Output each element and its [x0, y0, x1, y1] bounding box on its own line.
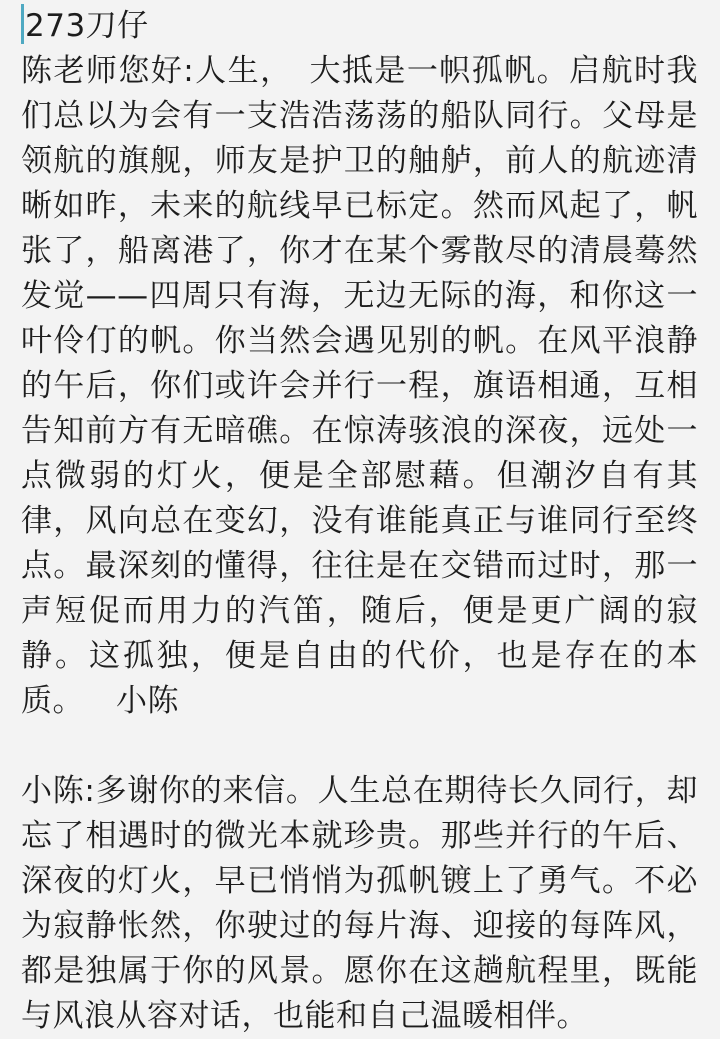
text-cursor-caret: [21, 4, 24, 44]
reply-paragraph: 小陈:多谢你的来信。人生总在期待长久同行，却忘了相遇时的微光本就珍贵。那些并行的午后、深夜的灯火，早已悄悄为孤帆镀上了勇气。不必为寂静怅然，你驶过的每片海、迎接的每阵风，都是独属于你的风景。愿你在这趟航程里，既能与风浪从容对话，也能和自己温暖相伴。: [21, 773, 698, 1034]
note-title-text: 273刀仔: [25, 8, 149, 44]
letter-paragraph: 陈老师您好:人生， 大抵是一帜孤帆。启航时我们总以为会有一支浩浩荡荡的船队同行。父母是领航的旗舰，师友是护卫的舳舻，前人的航迹清晰如昨，未来的航线早已标定。然而风起了，帆张了，船离港了，你才在某个雾散尽的清晨蓦然发觉——四周只有海，无边无际的海，和你这一叶伶仃的帆。你当然会遇见别的帆。在风平浪静的午后，你们或许会并行一程，旗语相通，互相告知前方有无暗礁。在惊涛骇浪的深夜，远处一点微弱的灯火，便是全部慰藉。但潮汐自有其律，风向总在变幻，没有谁能真正与谁同行至终点。最深刻的懂得，往往是在交错而过时，那一声短促而用力的汽笛，随后，便是更广阔的寂静。这孤独，便是自由的代价，也是存在的本质。 小陈: [21, 53, 698, 719]
title-line: [21, 4, 698, 49]
